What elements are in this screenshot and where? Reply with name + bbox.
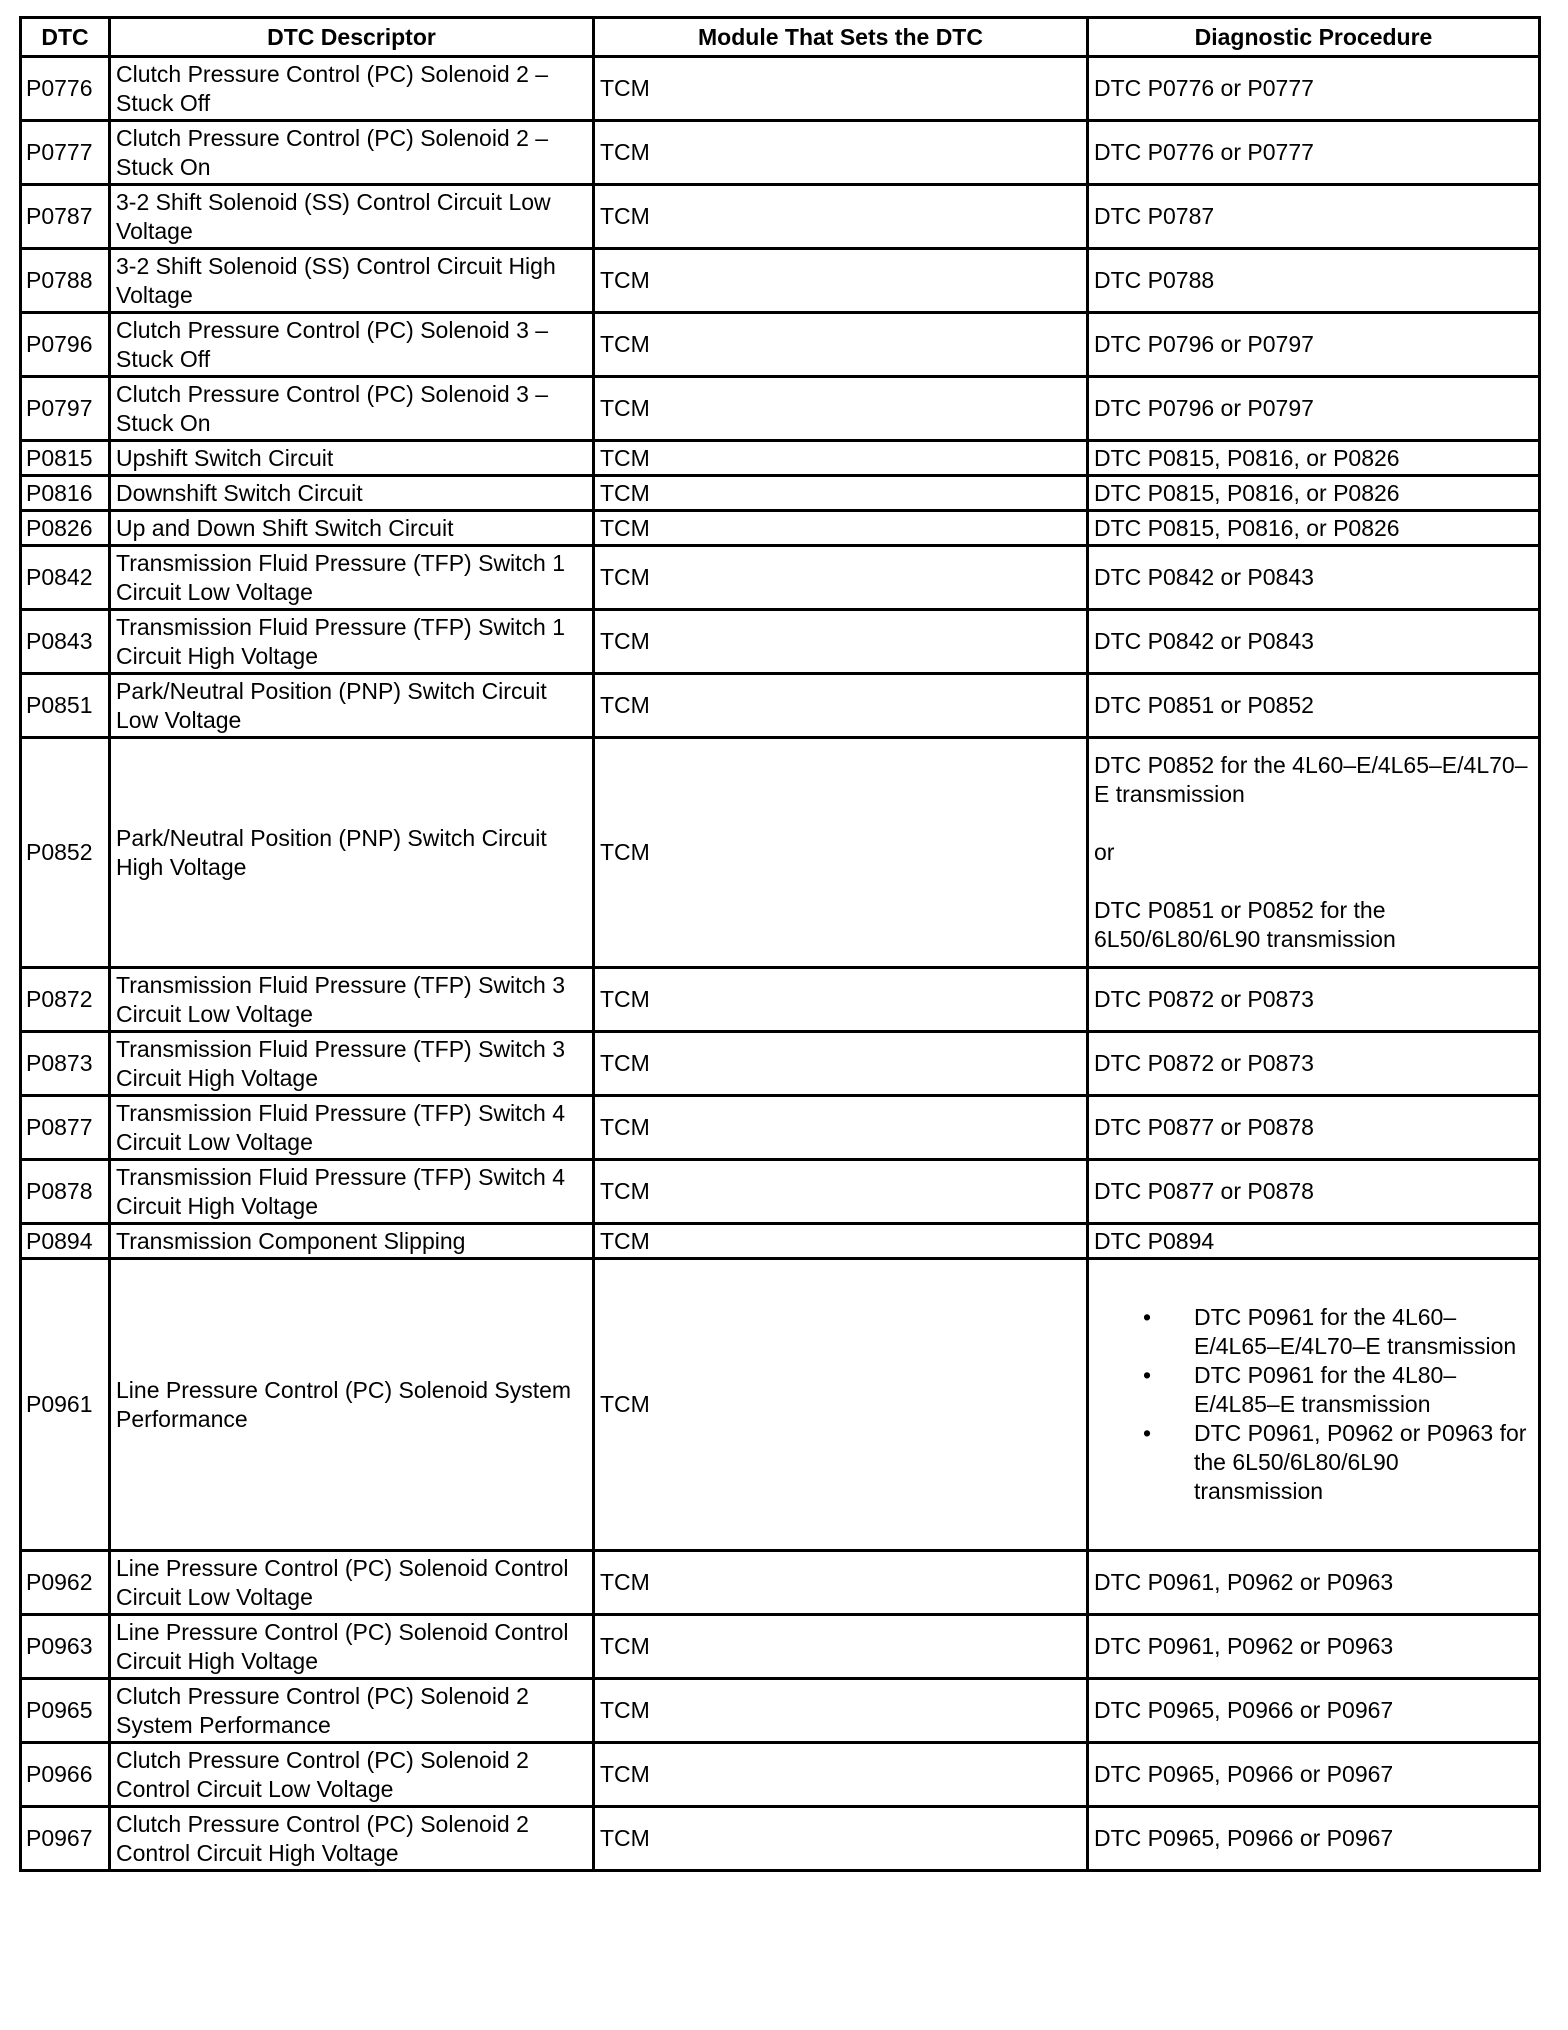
diagnostic-procedure: DTC P0851 or P0852 bbox=[1088, 674, 1540, 738]
table-row bbox=[21, 1032, 1540, 1096]
module: TCM bbox=[594, 57, 1088, 121]
diagnostic-procedure bbox=[1088, 1259, 1540, 1551]
dtc-descriptor: Clutch Pressure Control (PC) Solenoid 2 System Performance bbox=[110, 1679, 594, 1743]
diagnostic-procedure: DTC P0961, P0962 or P0963 bbox=[1088, 1551, 1540, 1615]
module: TCM bbox=[594, 476, 1088, 511]
table-row bbox=[21, 546, 1540, 610]
table-row bbox=[21, 968, 1540, 1032]
dtc-code: P0842 bbox=[21, 546, 110, 610]
dtc-code: P0963 bbox=[21, 1615, 110, 1679]
module: TCM bbox=[594, 121, 1088, 185]
dtc-code: P0967 bbox=[21, 1807, 110, 1871]
module: TCM bbox=[594, 1807, 1088, 1871]
procedure-line: DTC P0961 for the 4L60–E/4L65–E/4L70–E transmission bbox=[1194, 1304, 1517, 1359]
dtc-descriptor: Transmission Component Slipping bbox=[110, 1224, 594, 1259]
module: TCM bbox=[594, 738, 1088, 968]
table-row bbox=[21, 1224, 1540, 1259]
dtc-code: P0797 bbox=[21, 377, 110, 441]
dtc-code: P0815 bbox=[21, 441, 110, 476]
dtc-descriptor: Clutch Pressure Control (PC) Solenoid 2 Control Circuit High Voltage bbox=[110, 1807, 594, 1871]
module: TCM bbox=[594, 610, 1088, 674]
dtc-descriptor: 3-2 Shift Solenoid (SS) Control Circuit High Voltage bbox=[110, 249, 594, 313]
diagnostic-procedure: DTC P0965, P0966 or P0967 bbox=[1088, 1743, 1540, 1807]
dtc-descriptor: Clutch Pressure Control (PC) Solenoid 2 – Stuck Off bbox=[110, 57, 594, 121]
dtc-descriptor: Park/Neutral Position (PNP) Switch Circuit High Voltage bbox=[110, 738, 594, 968]
diagnostic-procedure: DTC P0842 or P0843 bbox=[1088, 546, 1540, 610]
diagnostic-procedure: DTC P0894 bbox=[1088, 1224, 1540, 1259]
module: TCM bbox=[594, 511, 1088, 546]
dtc-code: P0873 bbox=[21, 1032, 110, 1096]
table-row bbox=[21, 1807, 1540, 1871]
table-row bbox=[21, 674, 1540, 738]
dtc-code: P0787 bbox=[21, 185, 110, 249]
header-module: Module That Sets the DTC bbox=[594, 18, 1088, 57]
procedure-line: DTC P0851 or P0852 for the 6L50/6L80/6L90 transmission bbox=[1094, 897, 1396, 952]
dtc-descriptor: Park/Neutral Position (PNP) Switch Circuit Low Voltage bbox=[110, 674, 594, 738]
table-row bbox=[21, 313, 1540, 377]
header-row bbox=[21, 18, 1540, 57]
dtc-descriptor: Downshift Switch Circuit bbox=[110, 476, 594, 511]
diagnostic-procedure: DTC P0961, P0962 or P0963 bbox=[1088, 1615, 1540, 1679]
diagnostic-procedure: DTC P0796 or P0797 bbox=[1088, 313, 1540, 377]
dtc-descriptor: Up and Down Shift Switch Circuit bbox=[110, 511, 594, 546]
diagnostic-procedure: DTC P0788 bbox=[1088, 249, 1540, 313]
module: TCM bbox=[594, 674, 1088, 738]
table-row bbox=[21, 738, 1540, 968]
dtc-descriptor: Clutch Pressure Control (PC) Solenoid 2 Control Circuit Low Voltage bbox=[110, 1743, 594, 1807]
diagnostic-procedure: DTC P0965, P0966 or P0967 bbox=[1088, 1679, 1540, 1743]
module: TCM bbox=[594, 313, 1088, 377]
module: TCM bbox=[594, 546, 1088, 610]
dtc-code: P0878 bbox=[21, 1160, 110, 1224]
diagnostic-procedure: DTC P0877 or P0878 bbox=[1088, 1096, 1540, 1160]
dtc-code: P0826 bbox=[21, 511, 110, 546]
dtc-code: P0961 bbox=[21, 1259, 110, 1551]
table-row bbox=[21, 1743, 1540, 1807]
list-item bbox=[1143, 1361, 1533, 1419]
dtc-code: P0894 bbox=[21, 1224, 110, 1259]
dtc-code: P0816 bbox=[21, 476, 110, 511]
dtc-code: P0962 bbox=[21, 1551, 110, 1615]
table-row bbox=[21, 511, 1540, 546]
module: TCM bbox=[594, 1160, 1088, 1224]
table-row bbox=[21, 1679, 1540, 1743]
dtc-descriptor: Clutch Pressure Control (PC) Solenoid 3 – Stuck Off bbox=[110, 313, 594, 377]
dtc-descriptor: Transmission Fluid Pressure (TFP) Switch 1 Circuit High Voltage bbox=[110, 610, 594, 674]
table-row bbox=[21, 57, 1540, 121]
dtc-code: P0777 bbox=[21, 121, 110, 185]
dtc-code: P0776 bbox=[21, 57, 110, 121]
table-row bbox=[21, 249, 1540, 313]
module: TCM bbox=[594, 1679, 1088, 1743]
diagnostic-procedure: DTC P0842 or P0843 bbox=[1088, 610, 1540, 674]
bullet-icon: • bbox=[1143, 1362, 1152, 1388]
header-dtc: DTC bbox=[21, 18, 110, 57]
diagnostic-procedure: DTC P0815, P0816, or P0826 bbox=[1088, 511, 1540, 546]
diagnostic-procedure: DTC P0815, P0816, or P0826 bbox=[1088, 476, 1540, 511]
dtc-descriptor: Transmission Fluid Pressure (TFP) Switch 4 Circuit Low Voltage bbox=[110, 1096, 594, 1160]
procedure-line: or bbox=[1094, 839, 1115, 865]
dtc-descriptor: Clutch Pressure Control (PC) Solenoid 3 – Stuck On bbox=[110, 377, 594, 441]
diagnostic-procedure: DTC P0872 or P0873 bbox=[1088, 968, 1540, 1032]
dtc-descriptor: Line Pressure Control (PC) Solenoid Control Circuit Low Voltage bbox=[110, 1551, 594, 1615]
diagnostic-procedure bbox=[1088, 738, 1540, 968]
dtc-descriptor: Transmission Fluid Pressure (TFP) Switch 3 Circuit Low Voltage bbox=[110, 968, 594, 1032]
table-row bbox=[21, 610, 1540, 674]
module: TCM bbox=[594, 185, 1088, 249]
procedure-bullet-list bbox=[1094, 1303, 1533, 1506]
dtc-code: P0877 bbox=[21, 1096, 110, 1160]
header-procedure: Diagnostic Procedure bbox=[1088, 18, 1540, 57]
table-row bbox=[21, 185, 1540, 249]
dtc-descriptor: Line Pressure Control (PC) Solenoid System Performance bbox=[110, 1259, 594, 1551]
module: TCM bbox=[594, 1032, 1088, 1096]
diagnostic-procedure: DTC P0776 or P0777 bbox=[1088, 121, 1540, 185]
diagnostic-procedure: DTC P0776 or P0777 bbox=[1088, 57, 1540, 121]
procedure-line: DTC P0961 for the 4L80–E/4L85–E transmission bbox=[1194, 1362, 1457, 1417]
header-descriptor: DTC Descriptor bbox=[110, 18, 594, 57]
module: TCM bbox=[594, 968, 1088, 1032]
bullet-icon: • bbox=[1143, 1420, 1152, 1446]
procedure-line: DTC P0852 for the 4L60–E/4L65–E/4L70–E transmission bbox=[1094, 752, 1528, 807]
dtc-code: P0966 bbox=[21, 1743, 110, 1807]
module: TCM bbox=[594, 1259, 1088, 1551]
table-row bbox=[21, 377, 1540, 441]
dtc-code: P0788 bbox=[21, 249, 110, 313]
bullet-icon: • bbox=[1143, 1304, 1152, 1330]
dtc-descriptor: Line Pressure Control (PC) Solenoid Control Circuit High Voltage bbox=[110, 1615, 594, 1679]
dtc-descriptor: Clutch Pressure Control (PC) Solenoid 2 – Stuck On bbox=[110, 121, 594, 185]
diagnostic-procedure: DTC P0796 or P0797 bbox=[1088, 377, 1540, 441]
diagnostic-procedure: DTC P0877 or P0878 bbox=[1088, 1160, 1540, 1224]
dtc-code: P0852 bbox=[21, 738, 110, 968]
module: TCM bbox=[594, 377, 1088, 441]
table-row bbox=[21, 441, 1540, 476]
dtc-code: P0965 bbox=[21, 1679, 110, 1743]
dtc-descriptor: 3-2 Shift Solenoid (SS) Control Circuit Low Voltage bbox=[110, 185, 594, 249]
dtc-descriptor: Transmission Fluid Pressure (TFP) Switch 3 Circuit High Voltage bbox=[110, 1032, 594, 1096]
dtc-descriptor: Transmission Fluid Pressure (TFP) Switch 1 Circuit Low Voltage bbox=[110, 546, 594, 610]
table-row bbox=[21, 1551, 1540, 1615]
table-row bbox=[21, 1615, 1540, 1679]
table-row bbox=[21, 1096, 1540, 1160]
dtc-code: P0843 bbox=[21, 610, 110, 674]
module: TCM bbox=[594, 1551, 1088, 1615]
module: TCM bbox=[594, 249, 1088, 313]
dtc-descriptor: Upshift Switch Circuit bbox=[110, 441, 594, 476]
module: TCM bbox=[594, 1096, 1088, 1160]
list-item bbox=[1143, 1419, 1533, 1506]
list-item bbox=[1143, 1303, 1533, 1361]
dtc-table bbox=[19, 16, 1541, 1872]
dtc-code: P0851 bbox=[21, 674, 110, 738]
module: TCM bbox=[594, 441, 1088, 476]
dtc-code: P0872 bbox=[21, 968, 110, 1032]
diagnostic-procedure: DTC P0965, P0966 or P0967 bbox=[1088, 1807, 1540, 1871]
procedure-line: DTC P0961, P0962 or P0963 for the 6L50/6L80/6L90 transmission bbox=[1194, 1420, 1527, 1504]
module: TCM bbox=[594, 1743, 1088, 1807]
dtc-code: P0796 bbox=[21, 313, 110, 377]
module: TCM bbox=[594, 1224, 1088, 1259]
diagnostic-procedure: DTC P0815, P0816, or P0826 bbox=[1088, 441, 1540, 476]
diagnostic-procedure: DTC P0787 bbox=[1088, 185, 1540, 249]
table-row bbox=[21, 476, 1540, 511]
dtc-descriptor: Transmission Fluid Pressure (TFP) Switch 4 Circuit High Voltage bbox=[110, 1160, 594, 1224]
table-row bbox=[21, 121, 1540, 185]
diagnostic-procedure: DTC P0872 or P0873 bbox=[1088, 1032, 1540, 1096]
module: TCM bbox=[594, 1615, 1088, 1679]
table-row bbox=[21, 1259, 1540, 1551]
table-row bbox=[21, 1160, 1540, 1224]
